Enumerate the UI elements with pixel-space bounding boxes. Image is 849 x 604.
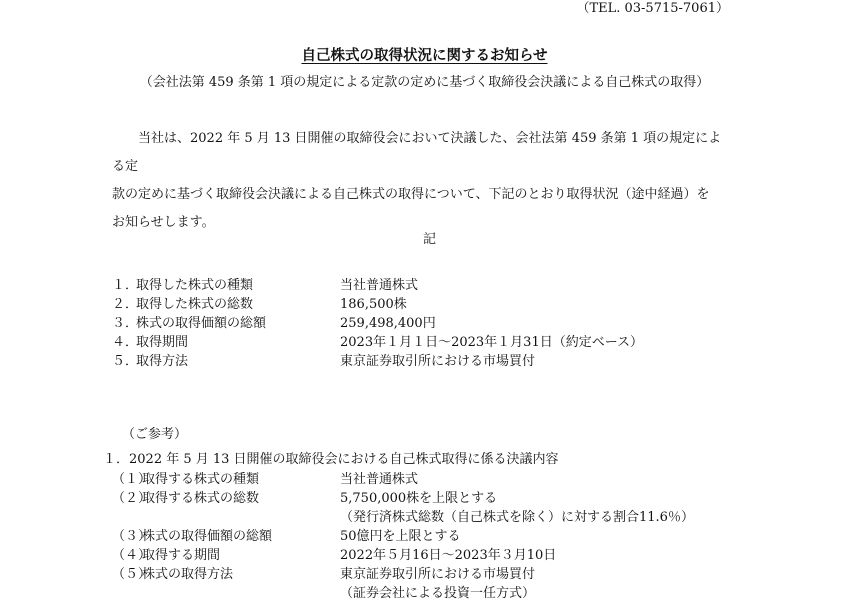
item-value: 東京証券取引所における市場買付 (340, 567, 536, 582)
item-label: 取得した株式の総数 (136, 297, 254, 312)
list-item (112, 566, 812, 585)
item-label: 取得期間 (136, 335, 189, 350)
document-subtitle: （会社法第 459 条第 1 項の規定による定款の定めに基づく取締役会決議による自己株式の取得） (139, 75, 710, 90)
item-value: 5,750,000株を上限とする (340, 491, 498, 506)
item-note: （証券会社による投資一任方式） (340, 586, 536, 601)
item-number: （２） (112, 491, 152, 506)
list-item (112, 296, 812, 315)
list-item (112, 490, 812, 509)
item-number: ３． (112, 316, 139, 331)
list-item (112, 277, 812, 296)
item-label: 取得する株式の総数 (142, 491, 260, 506)
intro-line-3: お知らせします。 (112, 215, 215, 230)
document-title-text: 自己株式の取得状況に関するお知らせ (301, 47, 548, 64)
item-label: 取得した株式の種類 (136, 278, 254, 293)
item-number: ４． (112, 335, 139, 350)
item-value: 50億円を上限とする (340, 529, 461, 544)
list-item (112, 528, 812, 547)
item-value: 186,500株 (340, 297, 407, 312)
tel-number: （TEL. 03-5715-7061） (576, 1, 729, 16)
item-label: 株式の取得方法 (142, 567, 234, 582)
list-item (112, 471, 812, 490)
list-item (112, 353, 812, 372)
acquisition-list (112, 277, 812, 372)
item-number: （３） (112, 529, 152, 544)
intro-line-2: 款の定めに基づく取締役会決議による自己株式の取得について、下記のとおり取得状況（途中経過）を (112, 187, 710, 202)
item-number: （５） (112, 567, 152, 582)
intro-line-1: 当社は、2022 年 5 月 13 日開催の取締役会において決議した、会社法第 459 条第 1 項の規定による定 (112, 131, 722, 174)
item-number: １． (112, 278, 139, 293)
item-value: 当社普通株式 (340, 472, 419, 487)
item-label: 取得する期間 (142, 548, 221, 563)
item-label: 取得する株式の種類 (142, 472, 260, 487)
item-number: ２． (112, 297, 139, 312)
ki-heading: 記 (423, 232, 437, 247)
list-item (112, 315, 812, 334)
item-value: 当社普通株式 (340, 278, 419, 293)
item-value: 2023年１月１日～2023年１月31日（約定ベース） (340, 335, 644, 350)
item-note: （発行済株式総数（自己株式を除く）に対する割合11.6％） (340, 510, 694, 525)
list-item (112, 334, 812, 353)
item-value: 259,498,400円 (340, 316, 436, 331)
item-label: 株式の取得価額の総額 (136, 316, 267, 331)
reference-heading: （ご参考） (122, 427, 188, 442)
item-label: 取得方法 (136, 354, 189, 369)
item-number: （４） (112, 548, 152, 563)
item-value: 2022年５月16日～2023年３月10日 (340, 548, 557, 563)
document-title (0, 47, 849, 65)
reference-section-1: １．2022 年 5 月 13 日開催の取締役会における自己株式取得に係る決議内容 (103, 452, 559, 467)
item-number: ５． (112, 354, 139, 369)
intro-paragraph (112, 125, 732, 237)
item-value: 東京証券取引所における市場買付 (340, 354, 536, 369)
item-number: （１） (112, 472, 152, 487)
list-item (112, 547, 812, 566)
resolution-list (112, 471, 812, 604)
item-label: 株式の取得価額の総額 (142, 529, 273, 544)
